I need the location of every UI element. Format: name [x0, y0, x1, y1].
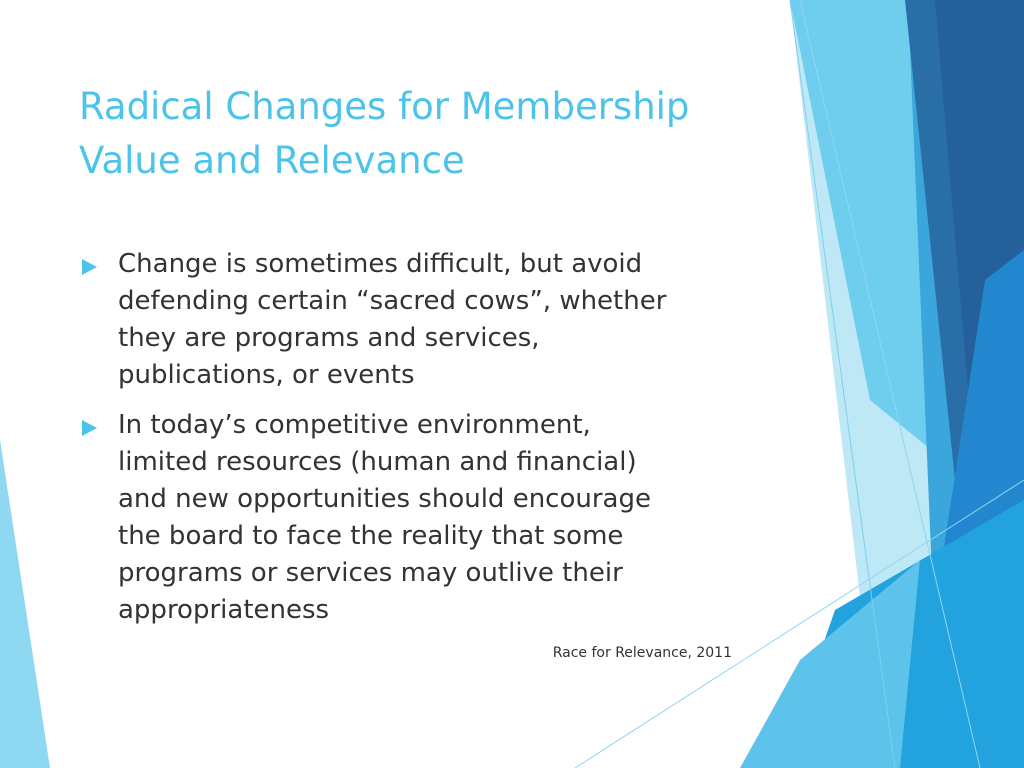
bullet-line: limited resources (human and financial)	[118, 447, 637, 477]
bullet-line: programs or services may outlive their	[118, 558, 623, 588]
citation: Race for Relevance, 2011	[552, 645, 732, 661]
slide-title	[79, 80, 779, 188]
bullet-line: the board to face the reality that some	[118, 521, 624, 551]
bullet-text	[118, 407, 780, 629]
bullet-item	[80, 246, 780, 394]
bullet-line: they are programs and services,	[118, 323, 540, 353]
slide-title-line: Radical Changes for Membership	[79, 85, 690, 128]
bullet-line: and new opportunities should encourage	[118, 484, 651, 514]
slide-title-line: Value and Relevance	[79, 139, 465, 182]
left-accent-shape	[0, 440, 50, 768]
bullet-item	[80, 407, 780, 629]
bullet-list	[80, 246, 780, 642]
triangle-right-icon	[82, 420, 97, 436]
triangle-right-icon	[82, 259, 97, 275]
bullet-line: defending certain “sacred cows”, whether	[118, 286, 667, 316]
bullet-line: In today’s competitive environment,	[118, 410, 591, 440]
bullet-line: appropriateness	[118, 595, 330, 625]
bullet-text	[118, 246, 780, 394]
bullet-line: Change is sometimes difficult, but avoid	[118, 249, 643, 279]
bullet-line: publications, or events	[118, 360, 415, 390]
